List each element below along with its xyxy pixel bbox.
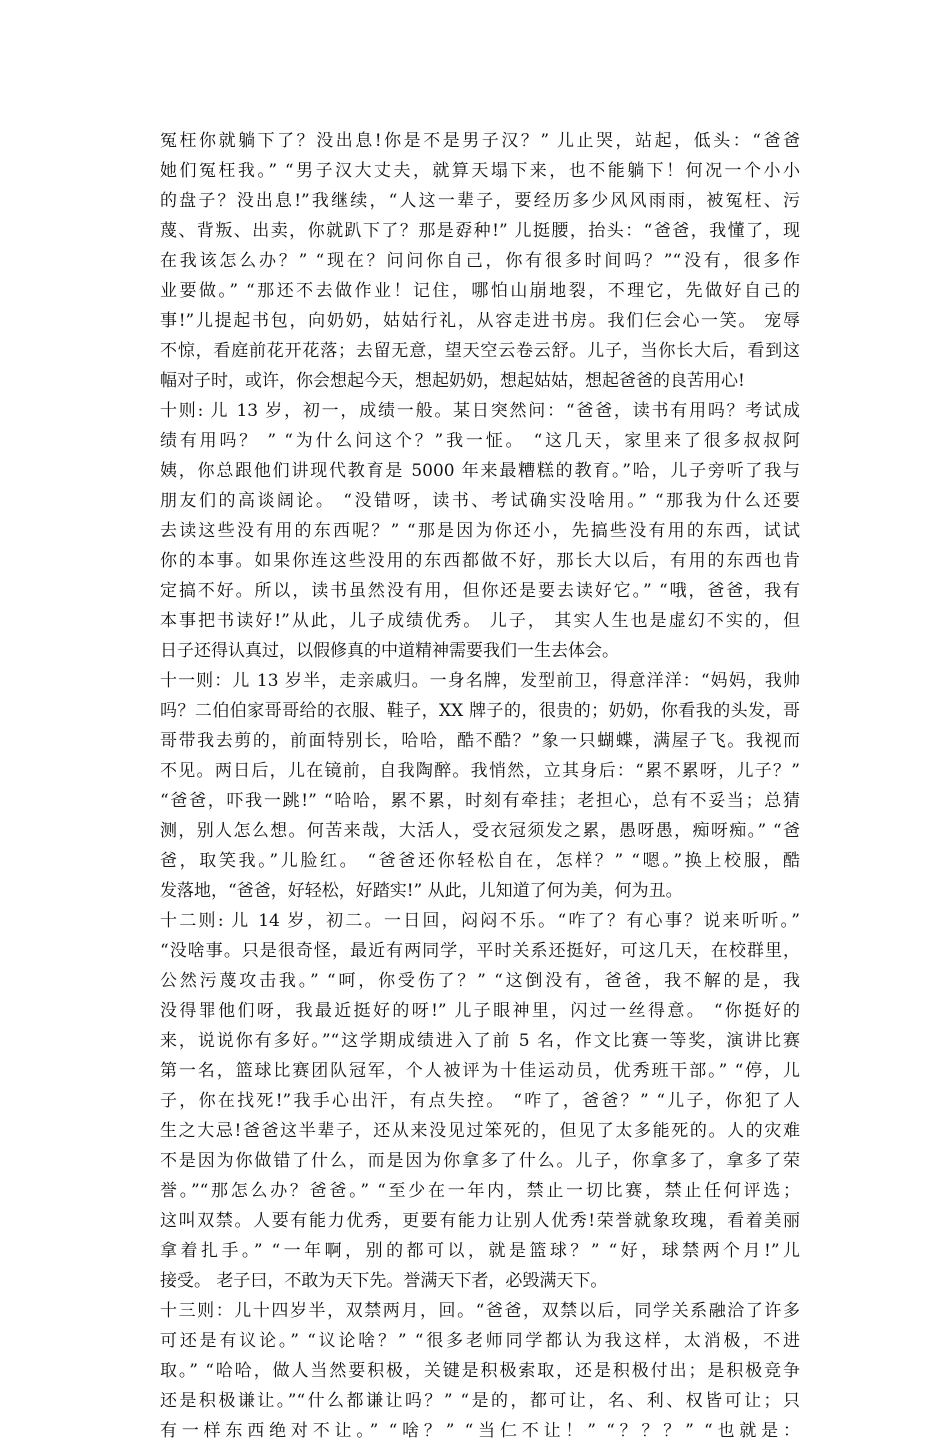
text-line: 绩有用吗？ ” “为什么问这个？”我一怔。 “这几天，家里来了很多叔叔阿 bbox=[160, 431, 800, 451]
text-line: 不见。两日后，儿在镜前，自我陶醉。我悄然，立其身后：“累不累呀，儿子？” bbox=[160, 761, 800, 781]
text-line: 还是积极谦让。”“什么都谦让吗？” “是的，都可让，名、利、权皆可让；只 bbox=[160, 1391, 800, 1411]
text-line: 日子还得认真过，以假修真的中道精神需要我们一生去体会。 bbox=[160, 641, 619, 661]
text-line: 蔑、背叛、出卖，你就趴下了？那是孬种!” 儿挺腰，抬头：“爸爸，我懂了，现 bbox=[160, 221, 800, 241]
section-eleven-line: 十一则：儿 13 岁半，走亲戚归。一身名牌，发型前卫，得意洋洋：“妈妈，我帅 bbox=[160, 671, 800, 691]
text-line: 取。” “哈哈，做人当然要积极，关键是积极索取，还是积极付出；是积极竞争 bbox=[160, 1361, 800, 1381]
section-thirteen-line: 十三则：儿十四岁半，双禁两月，回。“爸爸，双禁以后，同学关系融洽了许多 bbox=[160, 1301, 800, 1321]
text-line: 朋友们的高谈阔论。 “没错呀，读书、考试确实没啥用。” “那我为什么还要 bbox=[160, 491, 800, 511]
text-line: 定搞不好。所以，读书虽然没有用，但你还是要去读好它。” “哦，爸爸，我有 bbox=[160, 581, 800, 601]
text-line: 业要做。” “那还不去做作业！记住，哪怕山崩地裂，不理它，先做好自己的 bbox=[160, 281, 800, 301]
text-line: 姨，你总跟他们讲现代教育是 5000 年来最糟糕的教育。”哈，儿子旁听了我与 bbox=[160, 461, 800, 481]
text-line: 不惊，看庭前花开花落；去留无意，望天空云卷云舒。儿子，当你长大后，看到这 bbox=[160, 341, 800, 361]
text-line: 可还是有议论。” “议论啥？” “很多老师同学都认为我这样，太消极，不进 bbox=[160, 1331, 800, 1351]
text-line: 去读这些没有用的东西呢？” “那是因为你还小，先搞些没有用的东西，试试 bbox=[160, 521, 800, 541]
text-line: 发落地，“爸爸，好轻松，好踏实!” 从此，儿知道了何为美，何为丑。 bbox=[160, 881, 683, 901]
text-line: 子，你在找死!”我手心出汗，有点失控。 “咋了，爸爸？” “儿子，你犯了人 bbox=[160, 1091, 800, 1111]
section-twelve-line: 十二则: 儿 14 岁，初二。一日回，闷闷不乐。“咋了？有心事？说来听听。” bbox=[160, 911, 800, 931]
text-line: 的盘子？没出息!”我继续，“人这一辈子，要经历多少风风雨雨，被冤枉、污 bbox=[160, 191, 800, 211]
text-line: “没啥事。只是很奇怪，最近有两同学，平时关系还挺好，可这几天，在校群里， bbox=[160, 941, 800, 961]
text-line: 拿着扎手。” “一年啊，别的都可以，就是篮球？” “好，球禁两个月!”儿 bbox=[160, 1241, 800, 1261]
text-line: 第一名，篮球比赛团队冠军，个人被评为十佳运动员，优秀班干部。” “停，儿 bbox=[160, 1061, 800, 1081]
text-line: 本事把书读好!”从此，儿子成绩优秀。 儿子， 其实人生也是虚幻不实的，但 bbox=[160, 611, 800, 631]
text-line: 幅对子时，或许，你会想起今天，想起奶奶，想起姑姑，想起爸爸的良苦用心! bbox=[160, 371, 745, 391]
text-line: 在我该怎么办？” “现在？问问你自己，你有很多时间吗？”“没有，很多作 bbox=[160, 251, 800, 271]
text-line: 吗？二伯伯家哥哥给的衣服、鞋子，XX 牌子的，很贵的；奶奶，你看我的头发，哥 bbox=[160, 701, 800, 721]
text-line: 来，说说你有多好。”“这学期成绩进入了前 5 名，作文比赛一等奖，演讲比赛 bbox=[160, 1031, 800, 1051]
text-line: 冤枉你就躺下了？没出息!你是不是男子汉？” 儿止哭，站起，低头：“爸爸 bbox=[160, 131, 800, 151]
section-ten-line: 十则: 儿 13 岁，初一，成绩一般。某日突然问：“爸爸，读书有用吗？考试成 bbox=[160, 401, 800, 421]
text-line: 有一样东西绝对不让。” “啥？” “当仁不让！” “？？？” “也就是： bbox=[160, 1421, 800, 1441]
text-line: 事!”儿提起书包，向奶奶，姑姑行礼，从容走进书房。我们仨会心一笑。 宠辱 bbox=[160, 311, 800, 331]
body-text bbox=[160, 126, 800, 1446]
text-line: 她们冤枉我。” “男子汉大丈夫，就算天塌下来，也不能躺下！何况一个小小 bbox=[160, 161, 800, 181]
text-line: 这叫双禁。人要有能力优秀，更要有能力让别人优秀!荣誉就象玫瑰，看着美丽 bbox=[160, 1211, 800, 1231]
text-line: 你的本事。如果你连这些没用的东西都做不好，那长大以后，有用的东西也肯 bbox=[160, 551, 800, 571]
text-line: 接受。 老子曰，不敢为天下先。誉满天下者，必毁满天下。 bbox=[160, 1271, 608, 1291]
text-line: 誉。”“那怎么办？爸爸。” “至少在一年内，禁止一切比赛，禁止任何评选； bbox=[160, 1181, 800, 1201]
text-line: 爸，取笑我。”儿脸红。 “爸爸还你轻松自在，怎样？” “嗯。”换上校服，酷 bbox=[160, 851, 800, 871]
text-line: 哥带我去剪的，前面特别长，哈哈，酷不酷？”象一只蝴蝶，满屋子飞。我视而 bbox=[160, 731, 800, 751]
text-line: 没得罪他们呀，我最近挺好的呀!” 儿子眼神里，闪过一丝得意。 “你挺好的 bbox=[160, 1001, 800, 1021]
text-line: 生之大忌!爸爸这半辈子，还从来没见过笨死的，但见了太多能死的。人的灾难 bbox=[160, 1121, 800, 1141]
text-line: 公然污蔑攻击我。” “呵，你受伤了？” “这倒没有，爸爸，我不解的是，我 bbox=[160, 971, 800, 991]
text-line: 不是因为你做错了什么，而是因为你拿多了什么。儿子，你拿多了，拿多了荣 bbox=[160, 1151, 800, 1171]
text-line: 测，别人怎么想。何苦来哉，大活人，受衣冠须发之累，愚呀愚，痴呀痴。” “爸 bbox=[160, 821, 800, 841]
text-line: “爸爸，吓我一跳!” “哈哈，累不累，时刻有牵挂；老担心，总有不妥当；总猜 bbox=[160, 791, 800, 811]
